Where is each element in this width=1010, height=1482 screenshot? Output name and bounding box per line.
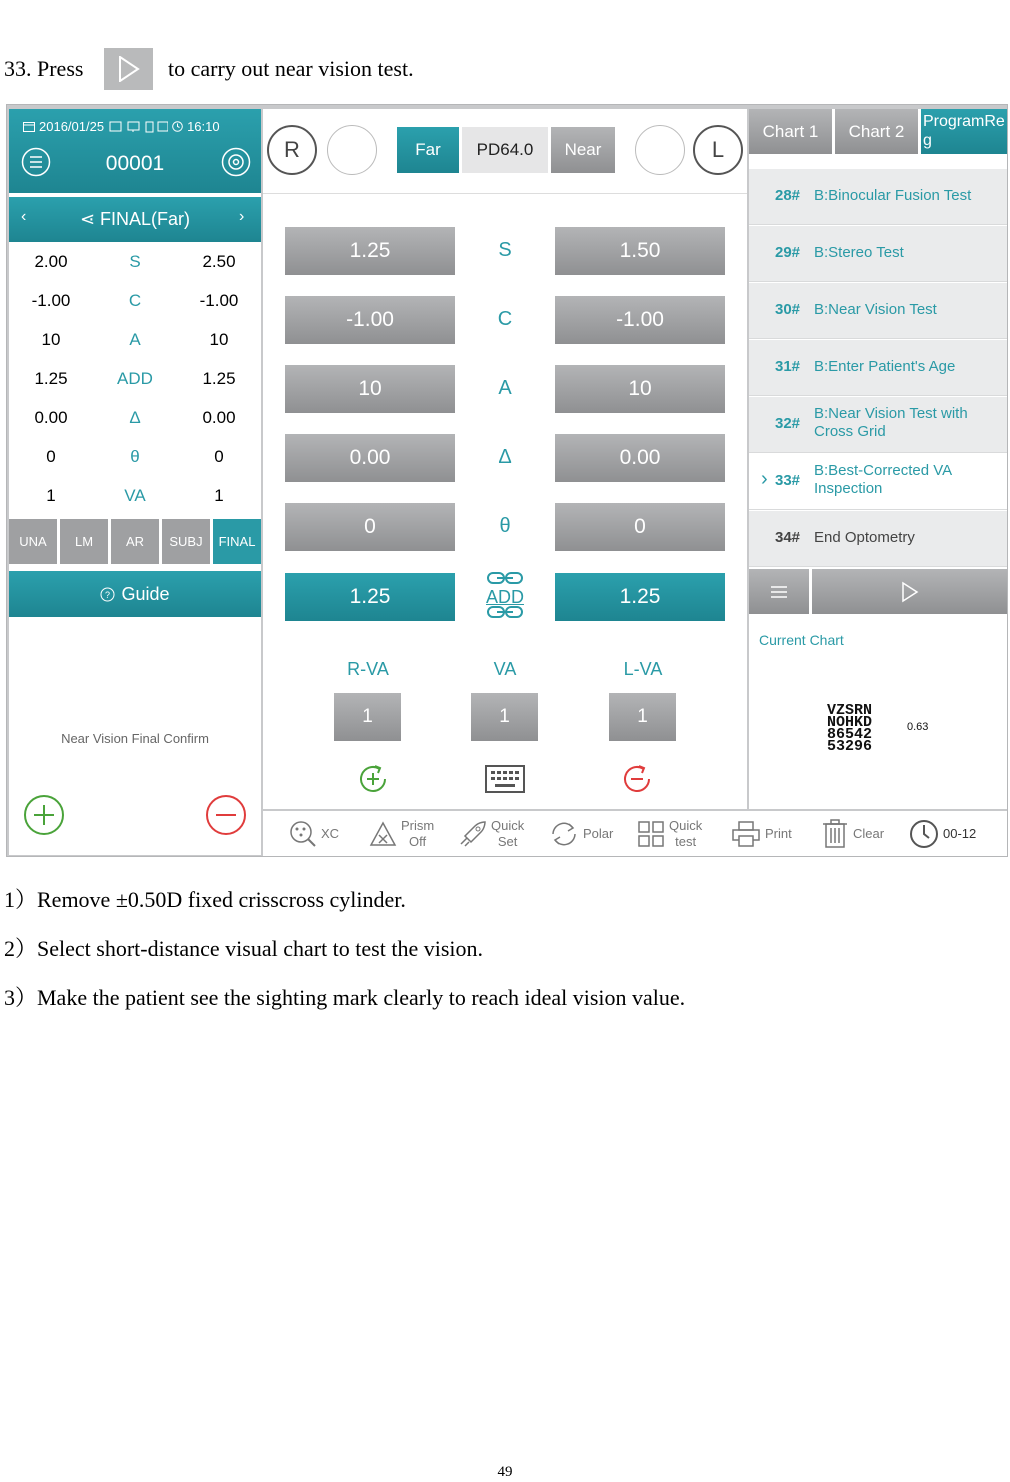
left-add-value[interactable]: 1.25 (555, 573, 725, 621)
mode-title: FINAL(Far) (100, 209, 191, 229)
left-a-value[interactable]: 10 (555, 365, 725, 413)
tab-final[interactable]: FINAL (213, 519, 261, 564)
list-item[interactable]: 30# B:Near Vision Test (749, 283, 1007, 339)
guide-label: Guide (121, 583, 170, 604)
table-row: 0.00 Δ 0.00 (34, 408, 236, 427)
right-s-value[interactable]: 1.25 (285, 227, 455, 275)
tab-subj[interactable]: SUBJ (162, 519, 210, 564)
tab-program-reg[interactable]: ProgramReg (921, 109, 1007, 154)
add-label: ADD (485, 587, 524, 607)
instruction-1: 1）Remove ±0.50D fixed crisscross cylinder. (4, 887, 406, 912)
next-step-button[interactable] (812, 569, 1007, 614)
left-eye-button[interactable]: L (693, 125, 743, 175)
table-row: -1.00 C -1.00 (31, 291, 239, 310)
tab-chart-2[interactable]: Chart 2 (835, 109, 918, 154)
right-a-value[interactable]: 10 (285, 365, 455, 413)
base-label: θ (499, 515, 511, 537)
step-suffix: to carry out near vision test. (168, 56, 414, 81)
tab-una[interactable]: UNA (9, 519, 57, 564)
left-prism-value[interactable]: 0.00 (555, 434, 725, 482)
status-bar (9, 109, 261, 193)
keyboard-icon[interactable] (485, 765, 525, 793)
play-icon (118, 56, 140, 82)
list-item[interactable]: 34# End Optometry (749, 511, 1007, 567)
instruction-2: 2）Select short-distance visual chart to test the vision. (4, 936, 484, 961)
trash-icon (821, 819, 849, 849)
rotate-icon (549, 820, 579, 848)
left-base-value[interactable]: 0 (555, 503, 725, 551)
svg-text:?: ? (105, 589, 111, 600)
right-add-value[interactable]: 1.25 (285, 573, 455, 621)
center-panel (263, 109, 747, 809)
next-step-button-illustration (104, 48, 153, 90)
tab-lm[interactable]: LM (60, 519, 108, 564)
right-c-value[interactable]: -1.00 (285, 296, 455, 344)
table-row: 10 A 10 (41, 330, 229, 349)
right-panel (749, 109, 1007, 809)
l-va-label: L-VA (623, 659, 663, 679)
link-icon[interactable] (487, 605, 523, 619)
l-va-value[interactable]: 1 (609, 693, 676, 741)
list-item[interactable]: 32# B:Near Vision Test with Cross Grid (749, 397, 1007, 453)
prism-icon (369, 821, 397, 847)
clock-icon (172, 121, 183, 132)
polar-button[interactable]: Polar (549, 811, 613, 856)
grid-icon (637, 820, 665, 848)
calendar-icon (23, 121, 35, 132)
timer-button[interactable]: 00-12 (909, 811, 976, 856)
plus-icon[interactable] (23, 794, 65, 836)
rocket-icon (457, 820, 487, 848)
next-mode-arrow-icon[interactable]: › (239, 208, 245, 225)
minus-icon[interactable] (205, 794, 247, 836)
right-base-value[interactable]: 0 (285, 503, 455, 551)
list-item[interactable]: 29# B:Stereo Test (749, 226, 1007, 282)
help-icon (100, 587, 115, 602)
instruction-3: 3）Make the patient see the sighting mark clearly to reach ideal vision value. (4, 985, 686, 1010)
divider (263, 193, 747, 194)
tab-chart-1[interactable]: Chart 1 (749, 109, 832, 154)
page-number: 49 (497, 1464, 513, 1480)
xc-button[interactable]: XC (289, 811, 339, 856)
program-menu-button[interactable] (749, 569, 809, 614)
current-chart-display: VZSRN NOHKD 86542 53296 (827, 702, 873, 755)
table-row: 1 VA 1 (46, 486, 224, 505)
list-item-current[interactable]: › 33# B:Best-Corrected VA Inspection (749, 454, 1007, 510)
pd-display[interactable]: PD64.0 (462, 127, 548, 173)
print-button[interactable]: Print (731, 811, 792, 856)
current-step-chevron-icon: › (761, 468, 768, 490)
settings-icon[interactable] (221, 147, 251, 177)
va-value[interactable]: 1 (471, 693, 538, 741)
current-chart-label: Current Chart (759, 632, 844, 648)
mode-tabs (9, 519, 261, 564)
play-icon (901, 581, 919, 603)
printer-icon (731, 820, 761, 848)
clear-button[interactable]: Clear (821, 811, 884, 856)
r-va-value[interactable]: 1 (334, 693, 401, 741)
near-button[interactable]: Near (551, 127, 615, 173)
left-s-value[interactable]: 1.50 (555, 227, 725, 275)
prism-off-button[interactable]: Prism Off (369, 811, 434, 856)
increase-va-icon[interactable] (355, 761, 391, 797)
table-row: 0 θ 0 (46, 447, 224, 466)
cross-cylinder-icon (289, 820, 317, 848)
c-label: C (497, 308, 513, 330)
a-label: A (498, 377, 512, 399)
tab-ar[interactable]: AR (111, 519, 159, 564)
clock-icon (909, 819, 939, 849)
right-occluder-button[interactable] (327, 125, 377, 175)
patient-id: 00001 (105, 152, 165, 175)
table-row: 1.25 ADD 1.25 (34, 369, 236, 388)
share-icon: ⋖ (79, 209, 101, 229)
decrease-va-icon[interactable] (619, 761, 655, 797)
quick-test-button[interactable]: Quick test (637, 811, 702, 856)
list-item[interactable]: 31# B:Enter Patient's Age (749, 340, 1007, 396)
quick-set-button[interactable]: Quick Set (457, 811, 524, 856)
device-screenshot (6, 104, 1008, 857)
status-date: 2016/01/25 (39, 119, 105, 134)
device-status-icons (108, 121, 168, 133)
right-prism-value[interactable]: 0.00 (285, 434, 455, 482)
far-button[interactable]: Far (397, 127, 459, 173)
table-row: 2.00 S 2.50 (34, 252, 236, 271)
step-prefix: 33. Press (4, 56, 84, 81)
link-icon[interactable] (487, 571, 523, 585)
prism-label: Δ (498, 446, 512, 468)
mode-bar (9, 197, 261, 242)
r-va-label: R-VA (347, 659, 389, 679)
left-occluder-button[interactable] (635, 125, 685, 175)
left-c-value[interactable]: -1.00 (555, 296, 725, 344)
list-item[interactable]: 28# B:Binocular Fusion Test (749, 169, 1007, 225)
right-eye-button[interactable]: R (267, 125, 317, 175)
list-icon (770, 585, 788, 599)
s-label: S (498, 239, 512, 261)
bottom-toolbar (263, 811, 1007, 856)
prev-mode-arrow-icon[interactable]: ‹ (21, 208, 27, 225)
chart-value: 0.63 (907, 721, 929, 733)
left-panel (9, 109, 261, 855)
guide-text: Near Vision Final Confirm (61, 731, 209, 746)
guide-button[interactable] (9, 571, 261, 617)
status-time: 16:10 (187, 119, 220, 134)
va-label: VA (493, 659, 517, 679)
